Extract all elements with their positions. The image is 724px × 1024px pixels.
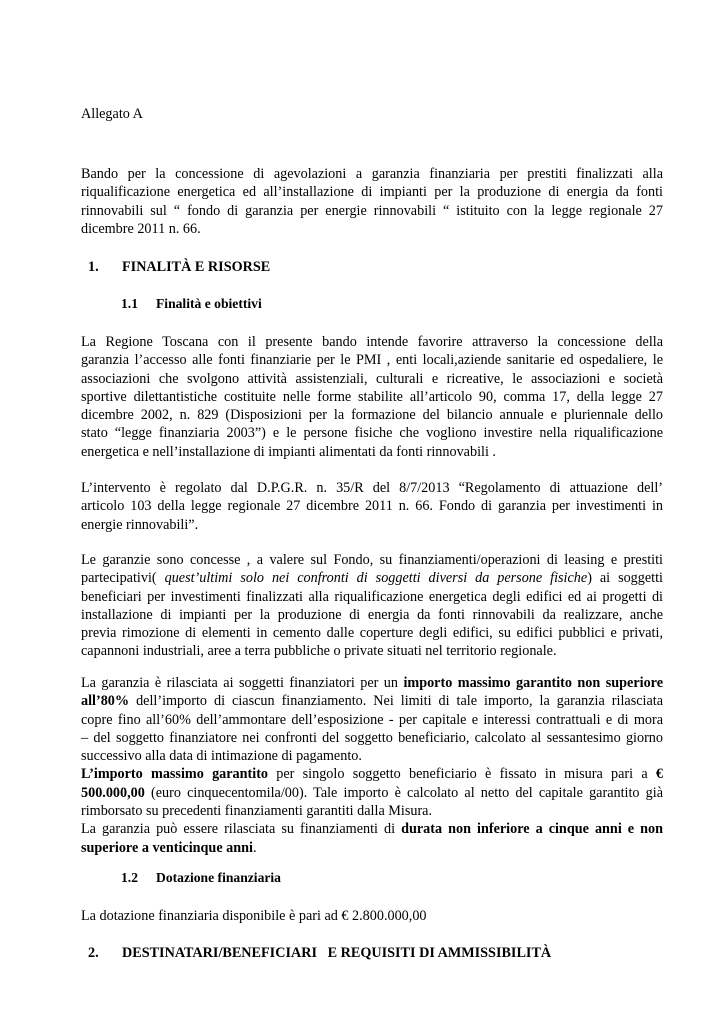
paragraph-line: copre fino all’60% dell’ammontare dell’esposizione - per capitale e interessi contrattuali e di mora: [81, 711, 663, 728]
paragraph-line: beneficiari per investimenti finalizzati alla riqualificazione energetica degli edifici ed ai progetti di: [81, 588, 663, 605]
section-2-heading: [88, 945, 551, 962]
paragraph-line: [81, 820, 663, 838]
paragraph-line: previa rimozione di elementi in cemento dalle coperture degli edifici, su edifici pubblici e privati,: [81, 625, 663, 642]
paragraph-line: dicembre 2002, n. 829 (Disposizioni per la formazione del bilancio annuale e pluriennale dello: [81, 407, 663, 424]
text-run: .: [252, 839, 257, 856]
paragraph-intervento: [81, 479, 663, 534]
italic-note: quest’ultimi solo nei confronti di soggetti diversi da persone fisiche: [164, 570, 588, 587]
paragraph-dotazione: [81, 907, 663, 925]
allegato-text: Allegato A: [81, 106, 143, 122]
bold-text: durata non inferiore a cinque anni e non: [401, 821, 663, 838]
bando-line: riqualificazione energetica ed all’installazione di impianti per la produzione di energia da fonti: [81, 184, 663, 201]
bold-text: importo massimo garantito non superiore: [403, 675, 664, 691]
paragraph-line: Le garanzie sono concesse , a valere sul Fondo, su finanziamenti/operazioni di leasing e prestiti: [81, 552, 663, 568]
text-run: ) ai soggetti: [587, 570, 663, 587]
subsection-number: 1.2: [121, 870, 138, 885]
paragraph-line: La dotazione finanziaria disponibile è pari ad € 2.800.000,00: [81, 908, 427, 924]
bando-line: Bando per la concessione di agevolazioni a garanzia finanziaria per prestiti finalizzati alla: [81, 166, 663, 182]
bando-title-paragraph: [81, 165, 663, 238]
paragraph-line: associazioni che svolgono attività assistenziali, culturali e ricreative, le associazioni e società: [81, 370, 663, 387]
subsection-1-2-heading: [121, 870, 281, 886]
paragraph-line: [81, 569, 663, 587]
paragraph-garanzia-importo: [81, 674, 663, 857]
subsection-title: Finalità e obiettivi: [156, 296, 262, 311]
paragraph-line: – del soggetto finanziatore nei confronti del soggetto beneficiario, calcolato al sessantesimo giorno: [81, 729, 663, 746]
paragraph-line: L’intervento è regolato dal D.P.G.R. n. 35/R del 8/7/2013 “Regolamento di attuazione dell’: [81, 480, 663, 496]
paragraph-garanzie: [81, 551, 663, 661]
bold-text: superiore a venticinque anni: [81, 839, 253, 856]
paragraph-line: [81, 765, 663, 783]
text-run: partecipativi(: [81, 570, 165, 587]
allegato-label: [81, 105, 663, 123]
section-number: 1.: [88, 259, 99, 275]
paragraph-line: stato “legge finanziaria 2003”) e le persone fisiche che vogliono investire nella riqualificazione: [81, 425, 663, 442]
paragraph-line: garanzia l’accesso alle fonti finanziarie per le PMI , enti locali,aziende sanitarie ed ospedaliere, le: [81, 352, 663, 369]
paragraph-line: sportive dilettantistiche costituite nelle forme stabilite all’articolo 90, comma 17, della legge 27: [81, 388, 663, 405]
text-run: dell’importo di ciascun finanziamento. Nei limiti di tale importo, la garanzia rilasciata: [129, 693, 663, 710]
paragraph-finalita: [81, 333, 663, 461]
text-run: (euro cinquecentomila/00). Tale importo è calcolato al netto del capitale garantito già: [144, 784, 663, 801]
paragraph-line: La Regione Toscana con il presente bando intende favorire attraverso la concessione della: [81, 334, 663, 350]
text-run: per singolo soggetto beneficiario è fissato in misura pari a: [268, 766, 656, 783]
paragraph-line: energetica e nell’installazione di impianti alimentati da fonti rinnovabili .: [81, 443, 496, 460]
bold-text: L’importo massimo garantito: [81, 766, 269, 783]
subsection-title: Dotazione finanziaria: [156, 870, 281, 885]
subsection-1-1-heading: [121, 296, 262, 312]
paragraph-line: rimborsato su precedenti finanziamenti garantiti dalla Misura.: [81, 803, 433, 820]
paragraph-line: capannoni industriali, aree a terra pubbliche o private situati nel territorio regionale.: [81, 643, 557, 660]
paragraph-line: energie rinnovabili”.: [81, 516, 199, 533]
subsection-number: 1.1: [121, 296, 138, 311]
paragraph-line: successivo alla data di intimazione di pagamento.: [81, 748, 362, 765]
section-number: 2.: [88, 945, 99, 961]
text-run: La garanzia può essere rilasciata su finanziamenti di: [81, 821, 402, 838]
section-1-heading: [88, 259, 270, 276]
paragraph-line: articolo 103 della legge regionale 27 dicembre 2011 n. 66. Fondo di garanzia per investimenti in: [81, 498, 663, 515]
bold-text: 500.000,00: [81, 784, 145, 801]
bando-line: dicembre 2011 n. 66.: [81, 220, 201, 237]
section-title: DESTINATARI/BENEFICIARI E REQUISITI DI AMMISSIBILITÀ: [122, 945, 552, 961]
bando-line: rinnovabili sul “ fondo di garanzia per energie rinnovabili “ istituito con la legge regionale 27: [81, 202, 663, 219]
text-run: La garanzia è rilasciata ai soggetti finanziatori per un: [81, 675, 404, 691]
paragraph-line: installazione di impianti per la produzione di energia da fonti rinnovabili da realizzare, anche: [81, 606, 663, 623]
paragraph-line: [81, 784, 663, 802]
paragraph-line: [81, 839, 663, 857]
bold-text: €: [655, 766, 663, 783]
section-title: FINALITÀ E RISORSE: [122, 259, 271, 275]
paragraph-line: [81, 692, 663, 710]
paragraph-line: [81, 674, 663, 692]
bold-text: all’80%: [81, 693, 130, 710]
